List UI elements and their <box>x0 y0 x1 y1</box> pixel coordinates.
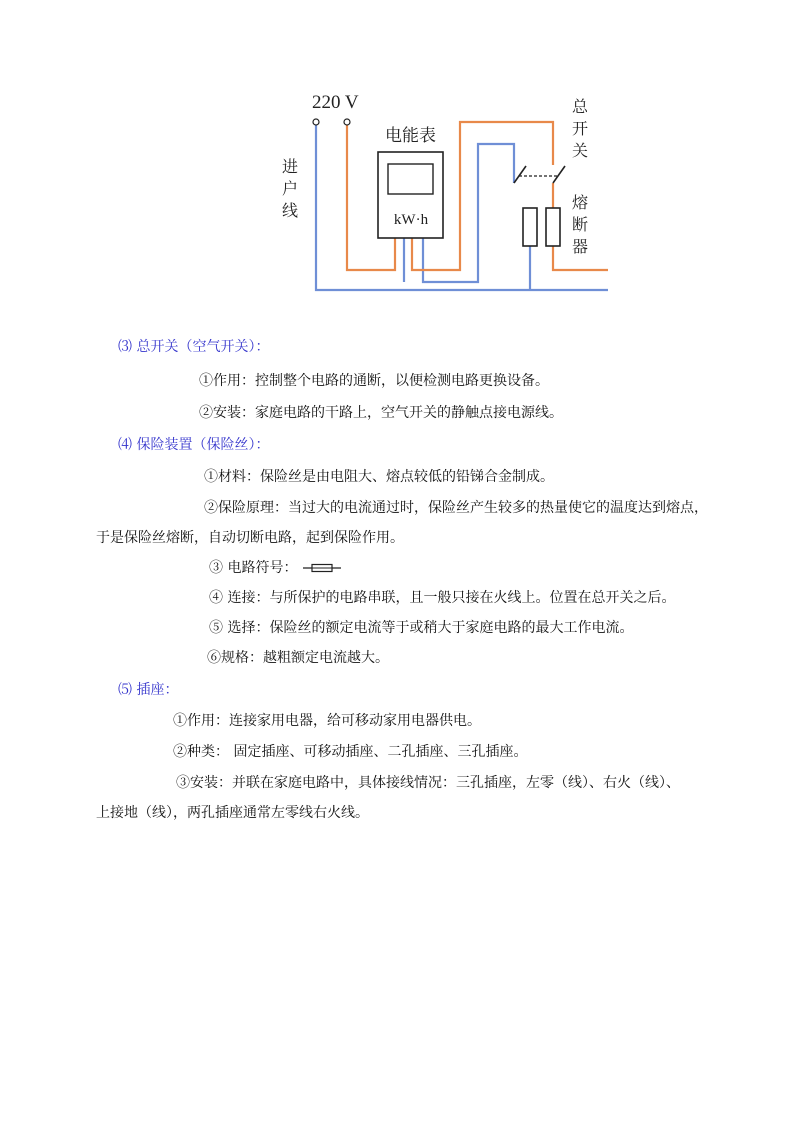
section5-heading: ⑸ 插座： <box>118 682 179 698</box>
meter-unit: kW·h <box>393 212 429 228</box>
incoming-line-label-2: 户 <box>282 179 299 198</box>
section4-item-4: ④ 连接：与所保护的电路串联，且一般只接在火线上。位置在总开关之后。 <box>209 590 676 606</box>
terminal-live <box>344 119 350 125</box>
switch-blade-live <box>553 166 565 183</box>
section3-item-2: ②安装：家庭电路的干路上，空气开关的静触点接电源线。 <box>199 405 563 421</box>
section4-item-1: ①材料：保险丝是由电阻大、熔点较低的铅锑合金制成。 <box>204 469 554 485</box>
section4-item-3 <box>209 558 341 578</box>
incoming-line-label-3: 线 <box>282 201 299 220</box>
switch-blade-neutral <box>514 166 526 183</box>
section4-item-5: ⑤ 选择：保险丝的额定电流等于或稍大于家庭电路的最大工作电流。 <box>209 620 634 636</box>
circuit-diagram <box>0 0 800 320</box>
fuse-label-2: 断 <box>572 215 589 234</box>
fuse-symbol-icon <box>303 563 341 573</box>
neutral-wire-incoming <box>316 125 608 290</box>
section5-item-1: ①作用：连接家用电器，给可移动家用电器供电。 <box>173 713 481 729</box>
section4-item-2-line1: ②保险原理：当过大的电流通过时，保险丝产生较多的热量使它的温度达到熔点， <box>204 500 708 516</box>
incoming-line-label-1: 进 <box>282 157 299 176</box>
terminal-neutral <box>313 119 319 125</box>
section3-heading: ⑶ 总开关（空气开关）： <box>118 339 270 355</box>
section3-item-1: ①作用：控制整个电路的通断，以便检测电路更换设备。 <box>199 373 549 389</box>
circuit-symbol-label: ③ 电路符号： <box>209 560 298 576</box>
main-switch-label-1: 总 <box>572 97 589 116</box>
section5-item-3-line2: 上接地（线），两孔插座通常左零线右火线。 <box>96 805 369 821</box>
fuse-neutral <box>523 208 537 246</box>
section4-item-2-line2: 于是保险丝熔断，自动切断电路，起到保险作用。 <box>96 530 404 546</box>
section5-item-3-line1: ③安装：并联在家庭电路中，具体接线情况：三孔插座，左零（线）、右火（线）、 <box>176 775 680 791</box>
section5-item-2: ②种类： 固定插座、可移动插座、二孔插座、三孔插座。 <box>173 744 528 760</box>
fuse-label-3: 器 <box>572 237 589 256</box>
section4-item-6: ⑥规格：越粗额定电流越大。 <box>207 650 389 666</box>
main-switch-label-2: 开 <box>572 119 589 138</box>
section4-heading: ⑷ 保险装置（保险丝）： <box>118 437 270 453</box>
main-switch-label-3: 关 <box>572 141 589 160</box>
meter-label: 电能表 <box>385 126 436 146</box>
fuse-label-1: 熔 <box>572 193 589 212</box>
meter-display <box>388 164 433 194</box>
voltage-label: 220 V <box>312 92 359 113</box>
fuse-live <box>546 208 560 246</box>
